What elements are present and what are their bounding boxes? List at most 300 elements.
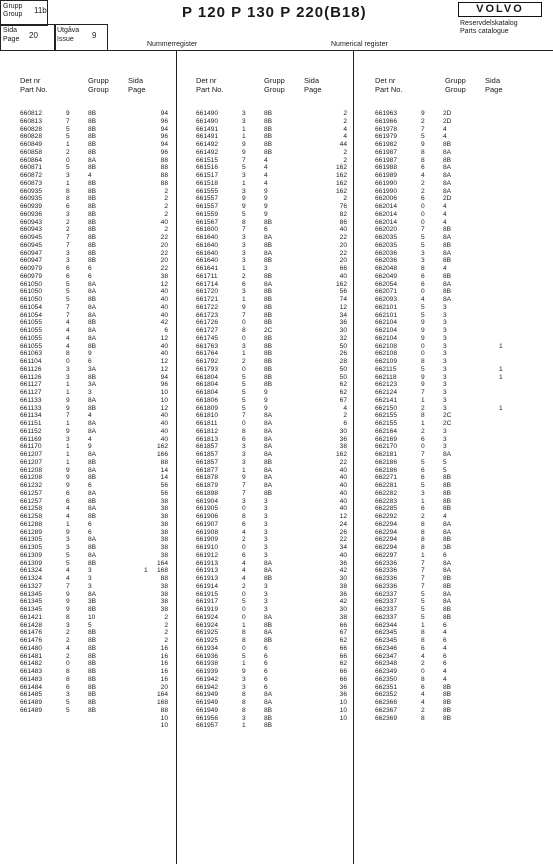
group-code: 4 bbox=[443, 218, 447, 226]
check-digit: 9 bbox=[421, 141, 425, 148]
check-digit: 0 bbox=[421, 210, 425, 218]
part-number: 661492 bbox=[196, 141, 219, 148]
group-code: 8B bbox=[443, 241, 452, 249]
group-code: 3 bbox=[264, 505, 268, 513]
part-number: 662169 bbox=[375, 435, 398, 443]
page-ref: 162 bbox=[335, 451, 347, 458]
group-code: 4 bbox=[443, 133, 447, 141]
utgava-label: Utgåva bbox=[57, 27, 80, 34]
part-no-label-sv: Det nr bbox=[375, 76, 396, 85]
part-no-label-en: Part No. bbox=[196, 85, 224, 94]
group-code: 3 bbox=[443, 365, 447, 373]
group-code: 8A bbox=[443, 148, 452, 156]
part-number: 662366 bbox=[375, 699, 398, 706]
part-number: 662118 bbox=[375, 373, 397, 381]
group-code: 8B bbox=[88, 187, 97, 195]
group-code: 4 bbox=[443, 513, 447, 520]
page-ref: 168 bbox=[156, 699, 168, 706]
part-number: 661898 bbox=[196, 489, 219, 497]
check-digit: 7 bbox=[421, 226, 425, 234]
part-number: 660939 bbox=[20, 203, 43, 210]
group-code: 8A bbox=[88, 396, 97, 404]
group-code: 8A bbox=[443, 249, 452, 257]
group-code: 3 bbox=[443, 404, 447, 412]
part-number: 661289 bbox=[20, 528, 43, 536]
group-code: 8B bbox=[88, 699, 97, 706]
volvo-logo: VOLVO bbox=[458, 2, 542, 17]
page-ref: 56 bbox=[160, 482, 168, 489]
part-number: 660935 bbox=[20, 195, 43, 203]
group-code: 8A bbox=[264, 451, 273, 458]
page-label-sv: Sida bbox=[304, 76, 320, 85]
part-number: 662155 bbox=[375, 412, 398, 420]
page-ref: 22 bbox=[339, 234, 347, 241]
check-digit: 5 bbox=[242, 652, 246, 660]
check-digit: 3 bbox=[242, 249, 246, 257]
group-code: 3 bbox=[443, 342, 447, 350]
check-digit: 6 bbox=[242, 435, 246, 443]
check-digit: 8 bbox=[66, 187, 70, 195]
page-ref: 38 bbox=[339, 613, 347, 621]
group-code: 3 bbox=[443, 327, 447, 334]
page-ref: 22 bbox=[339, 536, 347, 544]
group-code: 6 bbox=[88, 528, 92, 536]
group-code: 8B bbox=[264, 621, 273, 629]
check-digit: 8 bbox=[421, 358, 425, 365]
part-number: 661258 bbox=[20, 505, 43, 513]
group-code: 9 bbox=[264, 195, 268, 203]
page-ref: 22 bbox=[160, 265, 168, 272]
group-code: 8B bbox=[264, 296, 273, 303]
group-code: 8B bbox=[88, 179, 97, 187]
page-ref: 20 bbox=[160, 241, 168, 249]
note-mark: 1 bbox=[144, 567, 148, 575]
check-digit: 3 bbox=[242, 497, 246, 505]
note-mark: 1 bbox=[499, 373, 503, 381]
check-digit: 3 bbox=[66, 210, 70, 218]
group-code: 3 bbox=[264, 528, 268, 536]
page-ref: 82 bbox=[339, 210, 347, 218]
page-ref: 50 bbox=[339, 342, 347, 350]
group-code: 8A bbox=[88, 551, 97, 559]
part-number: 662347 bbox=[375, 652, 398, 660]
check-digit: 8 bbox=[421, 629, 425, 637]
check-digit: 4 bbox=[66, 513, 70, 520]
group-code: 8B bbox=[88, 195, 97, 203]
part-number: 661966 bbox=[375, 117, 398, 125]
group-code: 8B bbox=[88, 691, 97, 699]
group-code: 6 bbox=[264, 226, 268, 234]
group-code: 8B bbox=[443, 691, 452, 699]
group-code: 3 bbox=[443, 311, 447, 319]
part-number: 662123 bbox=[375, 381, 398, 389]
part-number: 662048 bbox=[375, 265, 398, 272]
check-digit: 0 bbox=[242, 590, 246, 598]
check-digit: 4 bbox=[66, 644, 70, 652]
check-digit: 8 bbox=[242, 637, 246, 644]
check-digit: 3 bbox=[66, 435, 70, 443]
part-number: 661721 bbox=[196, 296, 219, 303]
part-number: 662337 bbox=[375, 606, 398, 613]
group-code: 8B bbox=[88, 644, 97, 652]
part-number: 661919 bbox=[196, 606, 219, 613]
check-digit: 7 bbox=[66, 117, 70, 125]
part-number: 662345 bbox=[375, 629, 398, 637]
part-number: 661421 bbox=[20, 613, 43, 621]
page-ref: 12 bbox=[339, 303, 347, 311]
group-code: 8B bbox=[88, 218, 97, 226]
part-number: 661557 bbox=[196, 203, 219, 210]
page-ref: 50 bbox=[339, 365, 347, 373]
group-code: 8B bbox=[88, 675, 97, 683]
page-ref: 38 bbox=[160, 606, 168, 613]
check-digit: 4 bbox=[66, 327, 70, 334]
page-ref: 164 bbox=[156, 691, 168, 699]
check-digit: 2 bbox=[66, 652, 70, 660]
part-number: 661810 bbox=[196, 412, 219, 420]
group-code: 8B bbox=[443, 699, 452, 706]
check-digit: 8 bbox=[66, 350, 70, 358]
check-digit: 0 bbox=[242, 644, 246, 652]
group-code: 6 bbox=[443, 551, 447, 559]
page-ref: 36 bbox=[339, 590, 347, 598]
group-code: 8B bbox=[88, 497, 97, 505]
group-code: 8B bbox=[88, 342, 97, 350]
group-code: 3B bbox=[88, 598, 97, 606]
issue-number: 9 bbox=[92, 31, 97, 40]
group-code: 3 bbox=[264, 582, 268, 590]
group-code: 3 bbox=[264, 536, 268, 544]
check-digit: 1 bbox=[242, 265, 246, 272]
check-digit: 6 bbox=[66, 497, 70, 505]
group-code: 8A bbox=[443, 451, 452, 458]
page-ref: 2 bbox=[343, 148, 347, 156]
group-code: 8A bbox=[264, 249, 273, 257]
check-digit: 5 bbox=[242, 404, 246, 412]
group-code: 8B bbox=[264, 218, 273, 226]
part-number: 660979 bbox=[20, 272, 43, 280]
group-code: 8B bbox=[88, 606, 97, 613]
group-code: 8A bbox=[443, 598, 452, 606]
part-number: 661126 bbox=[20, 373, 42, 381]
group-code: 8B bbox=[264, 311, 273, 319]
page-ref: 12 bbox=[160, 334, 168, 342]
check-digit: 9 bbox=[242, 474, 246, 482]
group-code: 6 bbox=[88, 272, 92, 280]
group-code: 8A bbox=[443, 164, 452, 172]
page-ref: 20 bbox=[160, 683, 168, 691]
group-code: 3 bbox=[88, 575, 92, 582]
col-head-group bbox=[88, 76, 109, 94]
group-code: 8B bbox=[443, 613, 452, 621]
check-digit: 5 bbox=[242, 373, 246, 381]
part-no-label-en: Part No. bbox=[375, 85, 403, 94]
group-code: 5 bbox=[88, 621, 92, 629]
page-ref: 30 bbox=[339, 427, 347, 435]
part-number: 662349 bbox=[375, 668, 398, 675]
check-digit: 5 bbox=[66, 699, 70, 706]
check-digit: 8 bbox=[242, 513, 246, 520]
page-ref: 38 bbox=[339, 582, 347, 590]
check-digit: 4 bbox=[66, 319, 70, 327]
group-code: 8A bbox=[264, 613, 273, 621]
part-number: 662336 bbox=[375, 575, 398, 582]
part-number: 660947 bbox=[20, 249, 43, 257]
check-digit: 4 bbox=[66, 342, 70, 350]
check-digit: 2 bbox=[242, 582, 246, 590]
part-number: 661917 bbox=[196, 598, 219, 606]
part-number: 661906 bbox=[196, 513, 219, 520]
part-number: 660943 bbox=[20, 218, 43, 226]
check-digit: 0 bbox=[421, 342, 425, 350]
check-digit: 6 bbox=[66, 265, 70, 272]
group-code: 10 bbox=[88, 613, 96, 621]
group-code: 5 bbox=[443, 458, 447, 466]
part-number: 662006 bbox=[375, 195, 398, 203]
check-digit: 5 bbox=[421, 458, 425, 466]
group-code: 6 bbox=[264, 660, 268, 668]
part-number: 661133 bbox=[20, 396, 42, 404]
check-digit: 3 bbox=[66, 257, 70, 265]
page-ref: 34 bbox=[339, 544, 347, 551]
part-number: 661913 bbox=[196, 559, 219, 567]
check-digit: 1 bbox=[242, 466, 246, 474]
part-number: 661054 bbox=[20, 303, 43, 311]
group-code: 8A bbox=[443, 528, 452, 536]
group-code: 3 bbox=[264, 497, 268, 505]
part-number: 660864 bbox=[20, 156, 43, 164]
check-digit: 2 bbox=[421, 187, 425, 195]
part-number: 661720 bbox=[196, 288, 219, 296]
check-digit: 3 bbox=[242, 187, 246, 195]
page-ref: 88 bbox=[160, 172, 168, 179]
model-title: P 120 P 130 P 220(B18) bbox=[182, 4, 367, 21]
check-digit: 7 bbox=[66, 303, 70, 311]
part-number: 661792 bbox=[196, 358, 219, 365]
check-digit: 0 bbox=[242, 606, 246, 613]
part-number: 662124 bbox=[375, 389, 398, 396]
group-code: 8B bbox=[443, 706, 452, 714]
part-number: 661481 bbox=[20, 652, 43, 660]
page-ref: 12 bbox=[160, 358, 168, 365]
part-number: 661989 bbox=[375, 172, 398, 179]
group-code: 6 bbox=[88, 520, 92, 528]
group-code: 3 bbox=[264, 606, 268, 613]
check-digit: 8 bbox=[421, 536, 425, 544]
part-number: 661957 bbox=[196, 722, 219, 730]
group-code: 8A bbox=[264, 691, 273, 699]
part-number: 662020 bbox=[375, 226, 398, 234]
part-number: 661936 bbox=[196, 652, 219, 660]
group-code: 3 bbox=[443, 389, 447, 396]
check-digit: 0 bbox=[421, 218, 425, 226]
part-number: 661813 bbox=[196, 435, 219, 443]
part-number: 661913 bbox=[196, 567, 219, 575]
part-number: 661934 bbox=[196, 644, 219, 652]
check-digit: 5 bbox=[421, 606, 425, 613]
page-ref: 94 bbox=[160, 141, 168, 148]
check-digit: 5 bbox=[421, 598, 425, 606]
part-number: 662336 bbox=[375, 567, 398, 575]
group-code: 8B bbox=[88, 203, 97, 210]
check-digit: 9 bbox=[242, 203, 246, 210]
check-digit: 0 bbox=[421, 203, 425, 210]
part-number: 662282 bbox=[375, 489, 398, 497]
check-digit: 2 bbox=[421, 404, 425, 412]
group-code: 8B bbox=[264, 575, 273, 582]
check-digit: 4 bbox=[66, 334, 70, 342]
group-code: 8B bbox=[264, 141, 273, 148]
page-label-sv: Sida bbox=[485, 76, 501, 85]
part-number: 661345 bbox=[20, 598, 43, 606]
check-digit: 3 bbox=[66, 691, 70, 699]
group-code: 9 bbox=[264, 396, 268, 404]
check-digit: 2 bbox=[66, 637, 70, 644]
group-code: 8B bbox=[88, 660, 97, 668]
part-number: 661476 bbox=[20, 637, 43, 644]
group-code: 4 bbox=[264, 179, 268, 187]
part-number: 661640 bbox=[196, 257, 219, 265]
page-ref: 30 bbox=[339, 575, 347, 582]
group-code: 2C bbox=[443, 420, 452, 427]
group-code: 8B bbox=[88, 373, 97, 381]
page-ref: 22 bbox=[339, 249, 347, 257]
check-digit: 6 bbox=[421, 466, 425, 474]
page-ref: 2 bbox=[164, 210, 168, 218]
part-number: 662369 bbox=[375, 714, 398, 722]
part-number: 661208 bbox=[20, 466, 43, 474]
group-code: 8B bbox=[264, 489, 273, 497]
part-number: 662104 bbox=[375, 334, 398, 342]
part-number: 660979 bbox=[20, 265, 43, 272]
check-digit: 0 bbox=[66, 156, 70, 164]
group-code: 8B bbox=[88, 257, 97, 265]
register-column-1 bbox=[20, 50, 170, 864]
check-digit: 9 bbox=[66, 528, 70, 536]
group-code: 8B bbox=[264, 272, 273, 280]
register-column-2 bbox=[156, 50, 346, 864]
part-number: 661988 bbox=[375, 164, 398, 172]
check-digit: 7 bbox=[421, 559, 425, 567]
part-number: 662294 bbox=[375, 544, 398, 551]
group-code: 2C bbox=[264, 327, 273, 334]
page-ref: 32 bbox=[339, 334, 347, 342]
check-digit: 1 bbox=[242, 350, 246, 358]
part-number: 661942 bbox=[196, 683, 219, 691]
group-code: 4 bbox=[88, 172, 92, 179]
check-digit: 0 bbox=[66, 358, 70, 365]
group-code: 3 bbox=[443, 358, 447, 365]
col-head-group bbox=[264, 76, 285, 94]
part-number: 661476 bbox=[20, 629, 43, 637]
group-code: 8B bbox=[88, 706, 97, 714]
group-code: 8B bbox=[88, 652, 97, 660]
check-digit: 8 bbox=[242, 629, 246, 637]
part-number: 662271 bbox=[375, 474, 398, 482]
group-code: 4 bbox=[443, 668, 447, 675]
page-ref: 10 bbox=[339, 706, 347, 714]
part-number: 662150 bbox=[375, 404, 398, 412]
catalog-title-en: Parts catalogue bbox=[460, 28, 509, 35]
page-ref: 44 bbox=[339, 141, 347, 148]
group-code: 8A bbox=[88, 420, 97, 427]
check-digit: 9 bbox=[421, 110, 425, 117]
part-number: 662350 bbox=[375, 675, 398, 683]
page-ref: 76 bbox=[339, 203, 347, 210]
check-digit: 3 bbox=[242, 714, 246, 722]
group-code: 8B bbox=[88, 117, 97, 125]
part-number: 661490 bbox=[196, 117, 219, 125]
part-number: 661722 bbox=[196, 303, 219, 311]
page-ref: 10 bbox=[160, 389, 168, 396]
page-ref: 4 bbox=[343, 133, 347, 141]
part-number: 662014 bbox=[375, 210, 398, 218]
group-code: 8B bbox=[264, 381, 273, 389]
page-ref: 40 bbox=[160, 303, 168, 311]
page-ref: 2 bbox=[164, 187, 168, 195]
group-code: 8B bbox=[264, 117, 273, 125]
check-digit: 3 bbox=[242, 117, 246, 125]
page-ref: 74 bbox=[339, 296, 347, 303]
page-label-en: Page bbox=[304, 85, 322, 94]
group-code: 3 bbox=[443, 435, 447, 443]
group-code: 8B bbox=[264, 288, 273, 296]
part-number: 661909 bbox=[196, 536, 219, 544]
note-mark: 1 bbox=[499, 365, 503, 373]
part-number: 661711 bbox=[196, 272, 218, 280]
group-code: 8B bbox=[264, 303, 273, 311]
check-digit: 3 bbox=[242, 172, 246, 179]
group-label-en: Group bbox=[264, 85, 285, 94]
part-number: 662283 bbox=[375, 497, 398, 505]
group-code: 8B bbox=[88, 668, 97, 675]
page-ref: 66 bbox=[339, 668, 347, 675]
page-ref: 2 bbox=[164, 621, 168, 629]
check-digit: 8 bbox=[421, 675, 425, 683]
part-number: 662115 bbox=[375, 365, 397, 373]
part-number: 661979 bbox=[375, 133, 398, 141]
part-number: 661857 bbox=[196, 451, 219, 458]
part-number: 661305 bbox=[20, 536, 43, 544]
group-code: 8B bbox=[443, 683, 452, 691]
group-code: 6 bbox=[264, 644, 268, 652]
part-number: 661151 bbox=[20, 420, 42, 427]
page-ref: 12 bbox=[160, 404, 168, 412]
group-code: 4 bbox=[443, 644, 447, 652]
part-number: 661557 bbox=[196, 195, 219, 203]
check-digit: 8 bbox=[421, 528, 425, 536]
page-ref: 96 bbox=[160, 381, 168, 389]
part-number: 662337 bbox=[375, 613, 398, 621]
page-ref: 38 bbox=[160, 582, 168, 590]
group-code: 8B bbox=[88, 148, 97, 156]
part-number: 661949 bbox=[196, 691, 219, 699]
check-digit: 5 bbox=[421, 241, 425, 249]
part-number: 660945 bbox=[20, 234, 43, 241]
check-digit: 1 bbox=[421, 497, 425, 505]
part-number: 661257 bbox=[20, 489, 43, 497]
check-digit: 7 bbox=[242, 156, 246, 164]
group-label-en: Group bbox=[445, 85, 466, 94]
group-code: 8A bbox=[88, 489, 97, 497]
catalog-title bbox=[460, 20, 518, 36]
group-code: 3B bbox=[443, 544, 452, 551]
check-digit: 8 bbox=[242, 427, 246, 435]
col-head-part bbox=[20, 76, 48, 94]
part-number: 662351 bbox=[375, 683, 398, 691]
check-digit: 6 bbox=[421, 435, 425, 443]
group-code: 8B bbox=[88, 296, 97, 303]
